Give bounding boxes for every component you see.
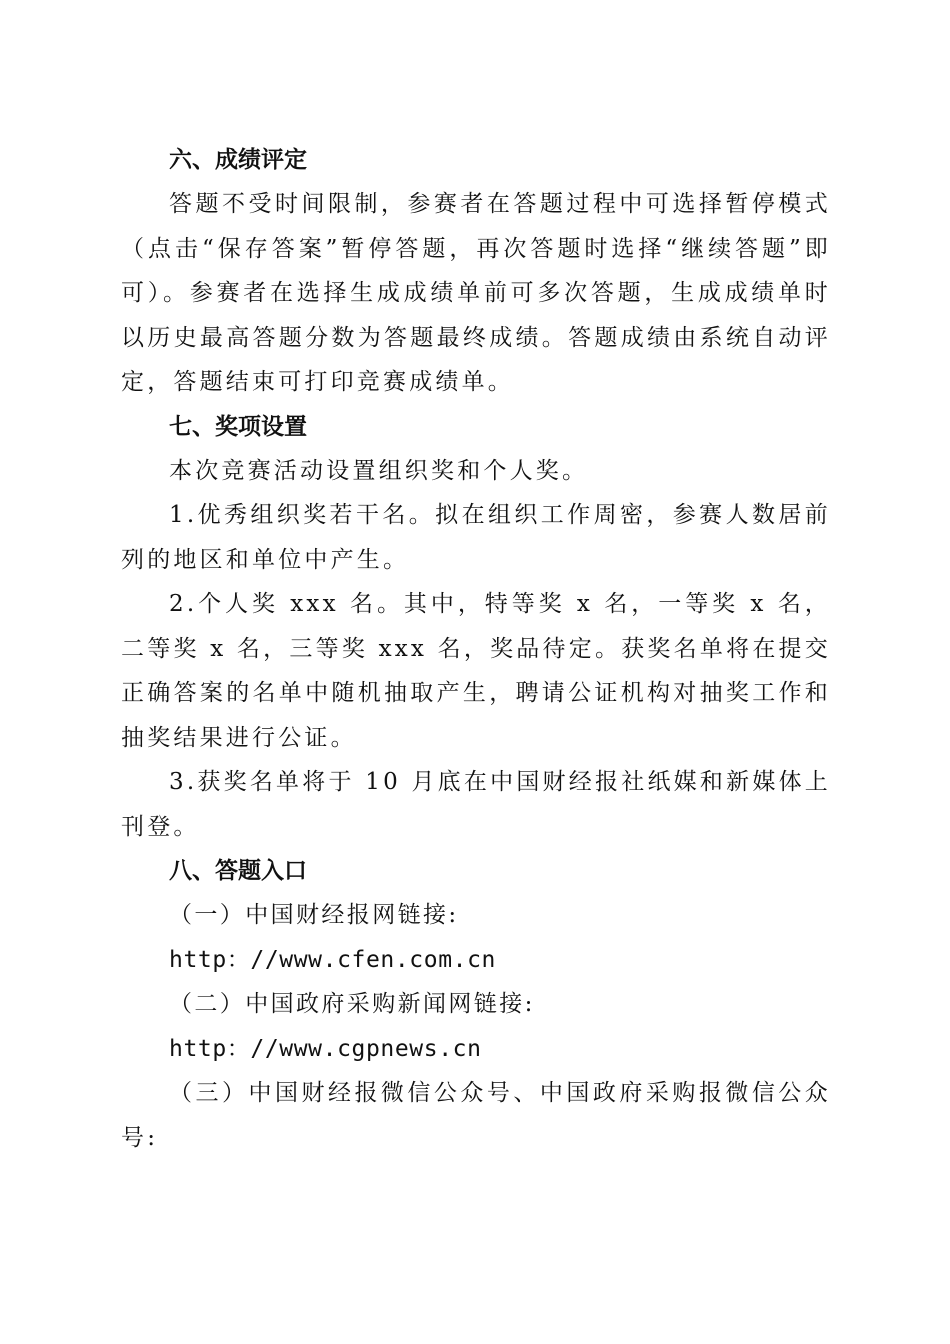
- entry-label-cfen: （一）中国财经报网链接:: [169, 902, 459, 928]
- entry-link-cfen[interactable]: http：//www.cfen.com.cn: [169, 946, 496, 973]
- score-paragraph: 答题不受时间限制，参赛者在答题过程中可选择暂停模式（点击“保存答案”暂停答题，再次答题时选择“继续答题”即可）。参赛者在选择生成成绩单前可多次答题，生成成绩单时以历史最高答题分数为答题最终成绩。答题成绩由系统自动评定，答题结束可打印竞赛成绩单。: [121, 191, 831, 395]
- section-heading-entry: 八、答题入口: [169, 858, 307, 884]
- entry-link-cgpnews[interactable]: http：//www.cgpnews.cn: [169, 1035, 482, 1062]
- section-heading-score: 六、成绩评定: [169, 147, 307, 173]
- document-page: [121, 138, 831, 1160]
- awards-item-organization: 1.优秀组织奖若干名。拟在组织工作周密，参赛人数居前列的地区和单位中产生。: [121, 502, 831, 573]
- entry-label-cgpnews: （二）中国政府采购新闻网链接:: [169, 991, 535, 1017]
- awards-item-individual: 2.个人奖 xxx 名。其中，特等奖 x 名，一等奖 x 名，二等奖 x 名，三等奖 xxx 名，奖品待定。获奖名单将在提交正确答案的名单中随机抽取产生，聘请公证机构对抽奖工作和抽奖结果进行公证。: [121, 591, 831, 751]
- section-heading-awards: 七、奖项设置: [169, 413, 307, 440]
- awards-intro: 本次竞赛活动设置组织奖和个人奖。: [169, 457, 589, 484]
- entry-label-wechat: （三）中国财经报微信公众号、中国政府采购报微信公众号:: [121, 1080, 831, 1151]
- awards-item-announcement: 3.获奖名单将于 10 月底在中国财经报社纸媒和新媒体上刊登。: [121, 769, 831, 840]
